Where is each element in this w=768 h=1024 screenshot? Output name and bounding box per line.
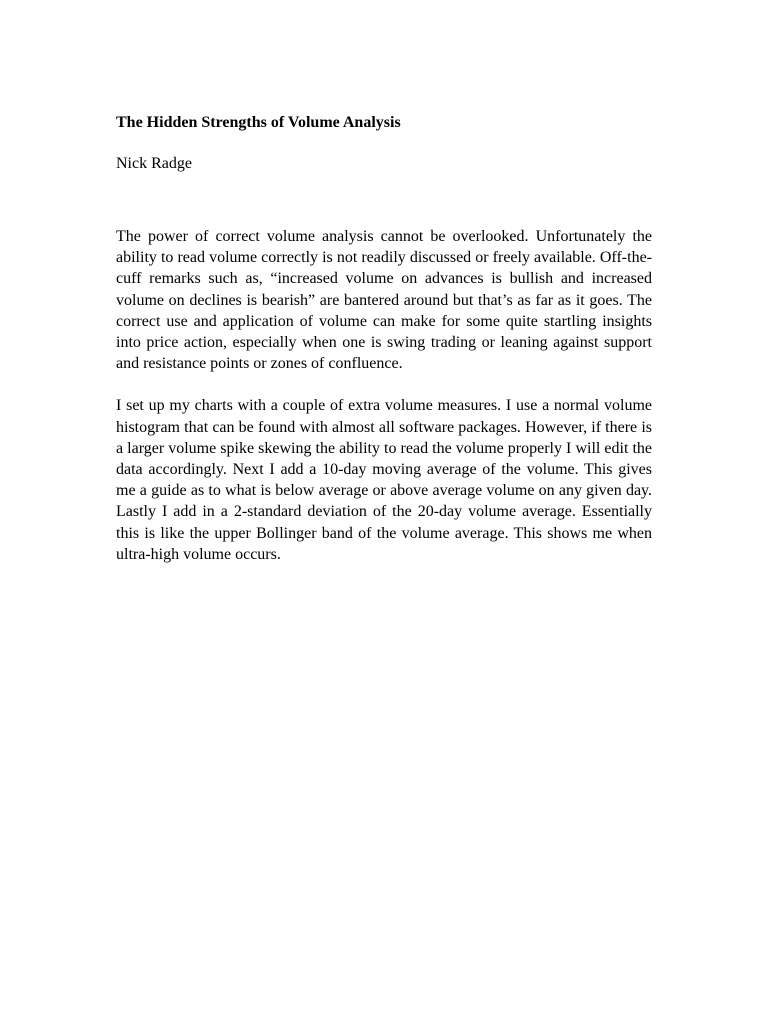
body-paragraph: The power of correct volume analysis cannot be overlooked. Unfortunately the ability to read volume correctly is not readily discussed or freely available. Off-the-cuff remarks such as, “increased volume on advances is bullish and increased volume on declines is bearish” are bantered around but that’s as far as it goes. The correct use and application of volume can make for some quite startling insights into price action, especially when one is swing trading or leaning against support and resistance points or zones of confluence. bbox=[116, 228, 652, 373]
document-title: The Hidden Strengths of Volume Analysis bbox=[116, 114, 401, 131]
document-author: Nick Radge bbox=[116, 155, 192, 172]
document-page bbox=[116, 112, 652, 565]
body-paragraph: I set up my charts with a couple of extra volume measures. I use a normal volume histogram that can be found with almost all software packages. However, if there is a larger volume spike skewing the ability to read the volume properly I will edit the data accordingly. Next I add a 10-day moving average of the volume. This gives me a guide as to what is below average or above average volume on any given day. Lastly I add in a 2-standard deviation of the 20-day volume average. Essentially this is like the upper Bollinger band of the volume average. This shows me when ultra-high volume occurs. bbox=[116, 397, 652, 563]
